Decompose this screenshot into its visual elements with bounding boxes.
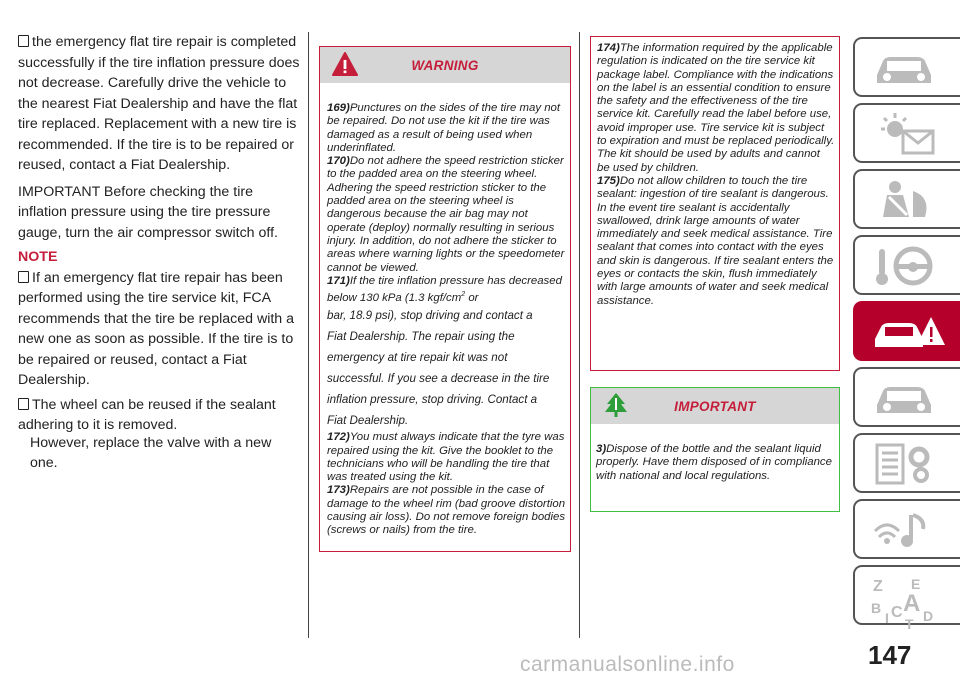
starting-driving-icon <box>869 243 939 289</box>
important-title: IMPORTANT <box>674 399 756 414</box>
svg-text:D: D <box>923 608 934 624</box>
svg-text:T: T <box>905 616 914 629</box>
warning-continued-text <box>591 37 839 308</box>
important-box <box>590 387 840 512</box>
important-paragraph: IMPORTANT Before checking the tire inflation pressure using the tire pressure gauge, turn the air compressor switch off. <box>18 183 278 241</box>
warning-box <box>319 46 571 552</box>
tab-technical-data[interactable] <box>853 433 960 493</box>
note-paragraph-2-continued: However, replace the valve with a new one. <box>30 434 272 471</box>
tab-multimedia[interactable] <box>853 499 960 559</box>
warning-174: 174)The information required by the applicable regulation is indicated on the tire service kit package label. Compliance with the indications on the label is an essential condition to ensure the safety and the effectiveness of the tire service kit. Carefully read the label before use, avoid improper use. Tire service kit is subject to expiration and must be replaced periodically. The kit should be used by adults and cannot be used by children. <box>597 42 835 174</box>
svg-text:I: I <box>885 610 889 626</box>
checkbox-bullet-icon <box>18 271 29 283</box>
column-divider <box>579 32 580 638</box>
warning-lights-icon <box>869 111 939 157</box>
svg-text:B: B <box>871 600 882 616</box>
tab-safety[interactable] <box>853 169 960 229</box>
tab-emergency[interactable] <box>853 301 960 361</box>
note-heading: NOTE <box>18 249 58 265</box>
column-divider <box>308 32 309 638</box>
svg-text:C: C <box>891 604 903 621</box>
left-column <box>18 32 300 478</box>
checkbox-bullet-icon <box>18 35 29 47</box>
warning-172: 172)You must always indicate that the tyre was repaired using the kit. Give the booklet to the technicians who will be handling the tire that was treated using the kit. <box>327 431 565 484</box>
tab-starting-driving[interactable] <box>853 235 960 295</box>
warning-171: 171)If the tire inflation pressure has decreased below 130 kPa (1.3 kgf/$cm^2$ or <box>327 274 562 304</box>
maintenance-icon <box>869 375 939 421</box>
car-overview-icon <box>869 45 939 91</box>
svg-text:A: A <box>903 590 921 617</box>
warning-173: 173)Repairs are not possible in the case of damage to the wheel rim (bad groove distortion causing air loss). Do not remove foreign bodies (screws or nails) from the tire. <box>327 484 566 537</box>
svg-text:E: E <box>911 576 921 592</box>
important-3: 3)Dispose of the bottle and the sealant liquid properly. Have them disposed of in compliance with national and local regulations. <box>596 443 832 482</box>
svg-text:Z: Z <box>873 578 883 595</box>
emergency-icon <box>869 309 949 355</box>
tab-index[interactable] <box>853 565 960 629</box>
index-icon <box>869 573 949 629</box>
tab-car-overview[interactable] <box>853 37 960 97</box>
technical-data-icon <box>869 441 939 487</box>
safety-icon <box>869 177 939 223</box>
checkbox-bullet-icon <box>18 398 29 410</box>
note-paragraph-2: The wheel can be reused if the sealant adhering to it is removed. <box>18 396 276 433</box>
multimedia-icon <box>869 507 939 553</box>
watermark: carmanualsonline.info <box>520 653 735 676</box>
important-text <box>591 424 839 483</box>
warning-text: 169)Punctures on the sides of the tire may not be repaired. Do not use the kit if the tire was damaged as a result of being used when underinflated. 170)Do not adhere the speed restriction sticker to the padded area on the steering wheel. Adhering the speed restriction sticker to the padded area on the steering wheel is dangerous because the air bag may not operate (deploy) normally resulting in serious injury. In addition, do not adhere the sticker to areas where warning lights or the speedometer cannot be viewed. 171)If the tire inflation pressure has decreased below 130 kPa (1.3 kgf/$cm^2$ or bar, 18.9 psi), stop driving and contact a Fiat Dealership. The repair using the emergency at tire repair kit was not successful. If you see a decrease in the tire inflation pressure, stop driving. Contact a Fiat Dealership. 172)You must always indicate that the tyre was repaired using the kit. Give the booklet to the technicians who will be handling the tire that was treated using the kit. 173)Repairs are not possible in the case of damage to the wheel rim (bad groove distortion causing air loss). Do not remove foreign bodies (screws or nails) from the tire. <box>327 102 566 537</box>
bullet-paragraph: the emergency flat tire repair is completed successfully if the tire inflation pressure does not decrease. Carefully drive the vehicle to the nearest Fiat Dealership and have the flat tire replaced. Replacement with a new tire is recommended. If the tire is to be repaired or reused, contact a Fiat Dealership. <box>18 34 300 173</box>
warning-header <box>320 47 570 83</box>
warning-175: 175)Do not allow children to touch the tire sealant: ingestion of tire sealant is dangerous. In the event tire sealant is accidentally swallowed, drink large amounts of water immediately and seek medical assistance. Tire sealant that comes into contact with the eyes and skin is dangerous. If tire sealant enters the eyes or contacts the skin, flush immediately with large amounts of water and seek medical assistance. <box>597 174 834 307</box>
important-header <box>591 388 839 424</box>
warning-170: 170)Do not adhere the speed restriction sticker to the padded area on the steering wheel. Adhering the speed restriction sticker to the padded area on the steering wheel is dangerous because the air bag may not operate (deploy) normally resulting in serious injury. In addition, do not adhere the sticker to areas where warning lights or the speedometer cannot be viewed. <box>327 155 565 274</box>
tab-warning-lights[interactable] <box>853 103 960 163</box>
warning-continued-box <box>590 36 840 371</box>
warning-169: 169)Punctures on the sides of the tire may not be repaired. Do not use the kit if the tire was damaged as a result of being used when underinflated. <box>327 102 561 154</box>
note-paragraph-1: If an emergency flat tire repair has been performed using the tire service kit, FCA recommends that the tire be replaced with a new one as soon as possible. If the tire is to be repaired or reused, contact a Fiat Dealership. <box>18 269 295 388</box>
tab-maintenance[interactable] <box>853 367 960 427</box>
page-number: 147 <box>868 640 912 670</box>
warning-title: WARNING <box>411 58 479 73</box>
